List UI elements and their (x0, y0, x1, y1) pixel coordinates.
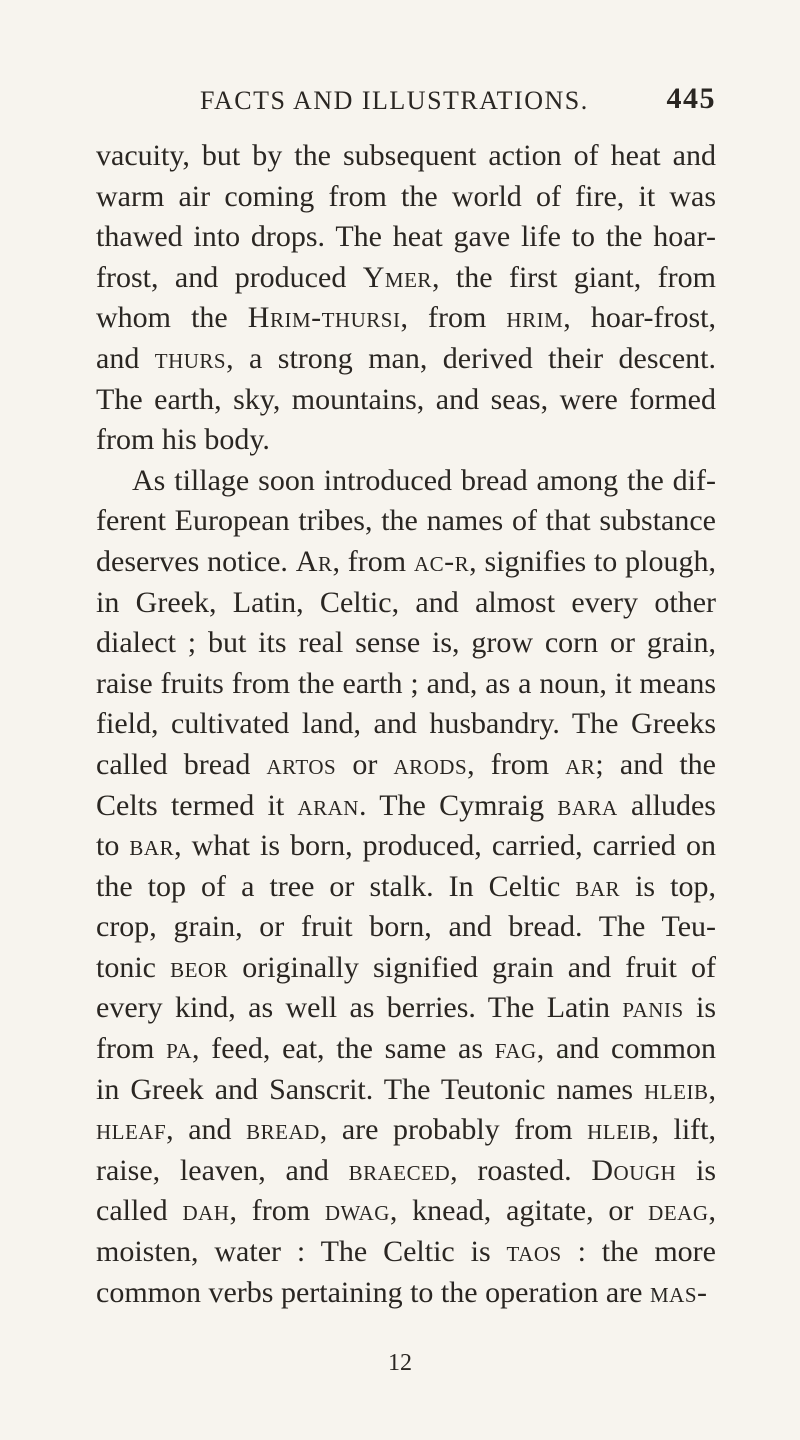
text-run: called bread (96, 747, 267, 781)
small-caps-term: hleib (587, 1113, 652, 1147)
text-run: field, cultivated land, and husbandry. The Greeks (96, 707, 716, 741)
text-line (96, 1070, 716, 1111)
small-caps-term: arods (393, 747, 468, 781)
small-caps-term: Ymer (362, 260, 432, 294)
small-caps-term: beor (170, 950, 229, 984)
small-caps-term: braeced (348, 1153, 451, 1187)
text-line (96, 907, 716, 948)
text-run: raise fruits from the earth ; and, as a noun, it means (96, 666, 716, 700)
small-caps-term: Dough (591, 1153, 677, 1187)
small-caps-term: Ar (295, 544, 333, 578)
text-line (96, 339, 716, 380)
signature-mark: 12 (388, 1350, 412, 1376)
text-run: and (96, 341, 155, 375)
text-run: in Greek, Latin, Celtic, and almost every other (96, 585, 716, 619)
small-caps-term: dah (182, 1194, 230, 1228)
text-line (96, 1110, 716, 1151)
small-caps-term: panis (622, 991, 684, 1025)
text-run: ferent European tribes, the names of that substance (96, 504, 716, 538)
running-title: FACTS AND ILLUSTRATIONS. (200, 86, 589, 115)
text-line (96, 704, 716, 745)
text-line (96, 461, 716, 502)
text-run: , and (166, 1113, 247, 1147)
text-line (96, 664, 716, 705)
text-run: raise, leaven, and (96, 1153, 349, 1187)
text-line (96, 258, 716, 299)
text-run: ; and the (595, 747, 716, 781)
text-run: is (683, 991, 716, 1025)
text-run: The earth, sky, mountains, and seas, were formed (96, 382, 716, 416)
text-run: the top of a tree or stalk. In Celtic (96, 869, 576, 903)
small-caps-term: Hrim-thursi (247, 301, 401, 335)
small-caps-term: aran (297, 788, 359, 822)
small-caps-term: ar (565, 747, 596, 781)
text-run: , signifies to plough, (469, 544, 716, 578)
text-run: from his body. (96, 423, 270, 457)
text-run: thawed into drops. The heat gave life to the hoar- (96, 220, 716, 254)
small-caps-term: hrim (506, 301, 564, 335)
text-run: . The Cymraig (358, 788, 558, 822)
small-caps-term: bara (557, 788, 618, 822)
text-run: is top, (620, 869, 716, 903)
small-caps-term: pa (166, 1032, 192, 1066)
text-run: alludes (617, 788, 716, 822)
text-run: As tillage soon introduced bread among the dif- (132, 463, 716, 497)
text-run: warm air coming from the world of fire, it was (96, 179, 716, 213)
small-caps-term: fag (494, 1032, 537, 1066)
text-line (96, 1232, 716, 1273)
text-run: , and common (536, 1032, 716, 1066)
text-run: , the first giant, from (431, 260, 716, 294)
small-caps-term: artos (266, 747, 337, 781)
small-caps-term: mas- (650, 1275, 708, 1309)
text-run: in Greek and Sanscrit. The Teutonic names (96, 1072, 645, 1106)
text-run: , from (229, 1194, 325, 1228)
text-run: or (336, 747, 394, 781)
text-line (96, 826, 716, 867)
text-line (96, 988, 716, 1029)
text-run: , feed, eat, the same as (191, 1032, 495, 1066)
small-caps-term: ac-r (413, 544, 470, 578)
text-run: deserves notice. (96, 544, 296, 578)
text-run: , from (332, 544, 414, 578)
running-head (96, 82, 716, 126)
small-caps-term: hleaf (96, 1113, 167, 1147)
text-line (96, 420, 716, 461)
text-run: every kind, as well as berries. The Latin (96, 991, 623, 1025)
text-run: , (708, 1194, 716, 1228)
small-caps-term: bar (129, 829, 175, 863)
text-line (96, 623, 716, 664)
small-caps-term: bread (246, 1113, 320, 1147)
small-caps-term: taos (506, 1235, 562, 1269)
page-number: 445 (666, 82, 716, 115)
small-caps-term: bar (575, 869, 621, 903)
text-line (96, 542, 716, 583)
text-line (96, 1273, 716, 1314)
text-line (96, 745, 716, 786)
text-run: , roasted. (450, 1153, 592, 1187)
text-run: called (96, 1194, 183, 1228)
text-run: tonic (96, 950, 171, 984)
text-run: , knead, agitate, or (389, 1194, 649, 1228)
text-run: : the more (561, 1235, 716, 1269)
text-line (96, 867, 716, 908)
text-line (96, 948, 716, 989)
text-run: , from (467, 747, 566, 781)
text-line (96, 380, 716, 421)
text-line (96, 786, 716, 827)
text-line (96, 177, 716, 218)
body-text (96, 136, 716, 1313)
text-run: to (96, 829, 130, 863)
text-line (96, 1151, 716, 1192)
text-run: , (708, 1072, 716, 1106)
small-caps-term: deag (648, 1194, 709, 1228)
text-line (96, 1029, 716, 1070)
text-run: moisten, water : The Celtic is (96, 1235, 507, 1269)
text-run: , a strong man, derived their descent. (226, 341, 716, 375)
small-caps-term: hleib (644, 1072, 709, 1106)
text-run: , what is born, produced, carried, carried on (174, 829, 716, 863)
text-run: dialect ; but its real sense is, grow corn or grain, (96, 626, 716, 660)
text-run: , are probably from (319, 1113, 588, 1147)
text-run: frost, and produced (96, 260, 363, 294)
text-run: Celts termed it (96, 788, 298, 822)
small-caps-term: dwag (324, 1194, 390, 1228)
small-caps-term: thurs (154, 341, 227, 375)
text-line (96, 136, 716, 177)
text-run: is (676, 1153, 717, 1187)
text-run: from (96, 1032, 167, 1066)
text-run: whom the (96, 301, 248, 335)
text-line (96, 217, 716, 258)
text-run: vacuity, but by the subsequent action of heat and (96, 139, 716, 172)
text-line (96, 501, 716, 542)
text-run: common verbs pertaining to the operation are (96, 1275, 650, 1309)
text-line (96, 298, 716, 339)
text-run: , lift, (651, 1113, 716, 1147)
text-run: originally signified grain and fruit of (228, 950, 716, 984)
text-run: , from (400, 301, 507, 335)
text-run: crop, grain, or fruit born, and bread. The Teu- (96, 910, 716, 944)
text-line (96, 1191, 716, 1232)
text-run: , hoar-frost, (563, 301, 716, 335)
text-line (96, 583, 716, 624)
